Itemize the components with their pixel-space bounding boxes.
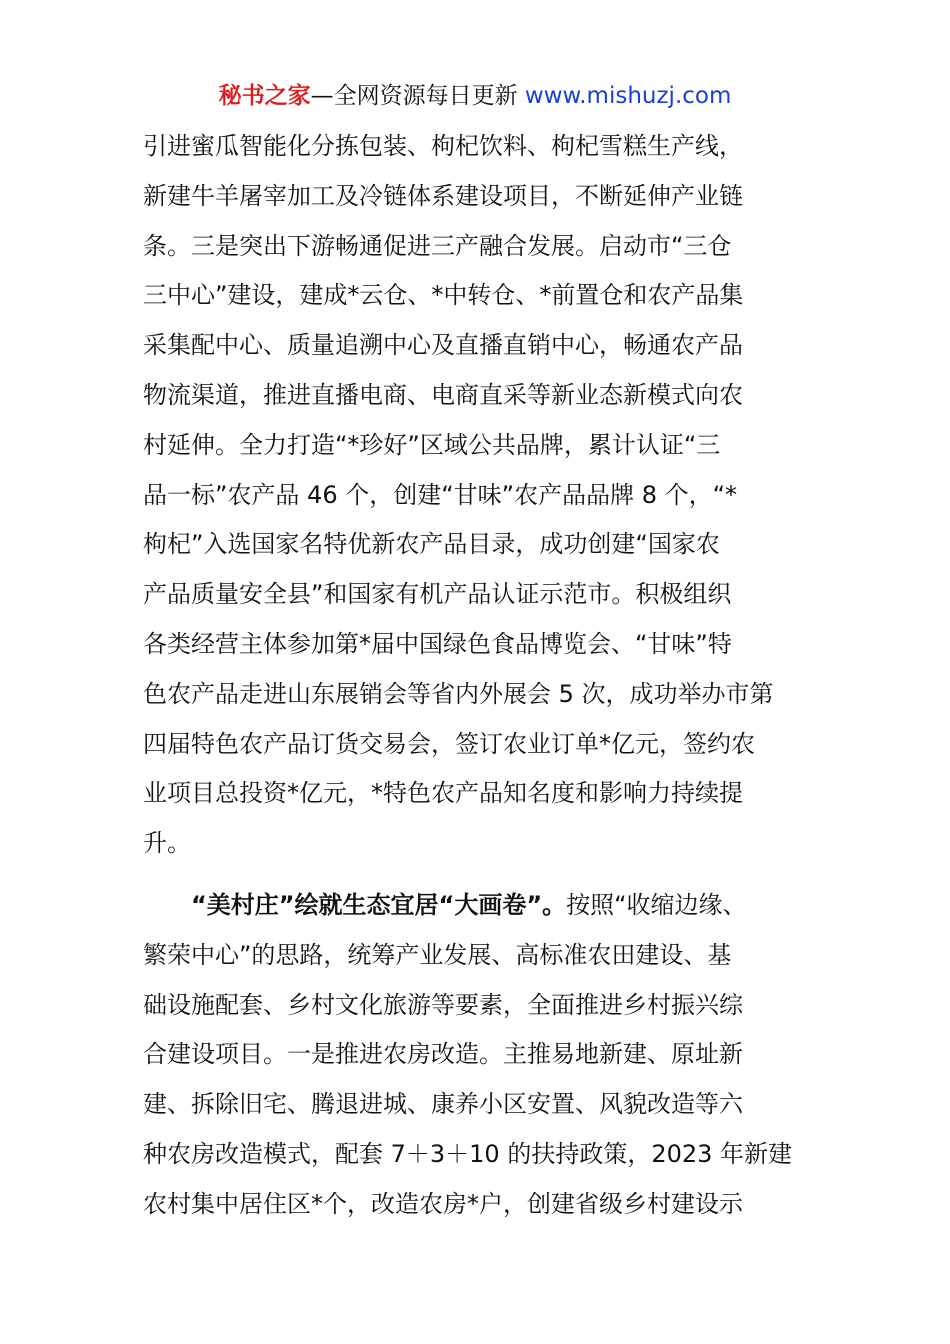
text-line: 新建牛羊屠宰加工及冷链体系建设项目，不断延伸产业链 (143, 181, 743, 210)
text-line: 础设施配套、乡村文化旅游等要素，全面推进乡村振兴综 (143, 990, 743, 1019)
text-line: 建、拆除旧宅、腾退进城、康养小区安置、风貌改造等六 (143, 1090, 743, 1119)
text-line: 采集配中心、质量追溯中心及直播直销中心，畅通农产品 (143, 331, 743, 360)
site-url-link[interactable]: www.mishuzj.com (524, 83, 732, 109)
text-line: 村延伸。全力打造“*珍好”区域公共品牌，累计认证“三 (143, 430, 721, 459)
paragraph-1 (143, 122, 811, 869)
text-line: 品一标”农产品 46 个，创建“甘味”农产品品牌 8 个，“* (143, 480, 738, 509)
text-line: 条。三是突出下游畅通促进三产融合发展。启动市“三仓 (143, 231, 732, 260)
paragraph-spacer (143, 869, 811, 881)
page-header (0, 80, 950, 112)
text-line: 引进蜜瓜智能化分拣包装、枸杞饮料、枸杞雪糕生产线， (143, 132, 743, 160)
paragraph-2 (143, 881, 811, 1230)
text-line: 三中心”建设，建成*云仓、*中转仓、*前置仓和农产品集 (143, 281, 744, 310)
text-line: 枸杞”入选国家名特优新农产品目录，成功创建“国家农 (143, 530, 720, 559)
text-line: 农村集中居住区*个，改造农房*户，创建省级乡村建设示 (143, 1189, 743, 1218)
paragraph-first-line (143, 881, 811, 931)
text-line: 物流渠道，推进直播电商、电商直采等新业态新模式向农 (143, 380, 743, 409)
text-line: 业项目总投资*亿元，*特色农产品知名度和影响力持续提 (143, 779, 743, 808)
document-body (143, 122, 811, 1230)
site-tagline: —全网资源每日更新 (310, 83, 525, 109)
text-line: 各类经营主体参加第*届中国绿色食品博览会、“甘味”特 (143, 629, 732, 658)
text-line: 种农房改造模式，配套 7＋3＋10 的扶持政策，2023 年新建 (143, 1139, 793, 1168)
site-brand: 秘书之家 (218, 83, 311, 109)
text-line: 繁荣中心”的思路，统筹产业发展、高标准农田建设、基 (143, 940, 732, 969)
text-line: 合建设项目。一是推进农房改造。主推易地新建、原址新 (143, 1040, 743, 1069)
text-line: 色农产品走进山东展销会等省内外展会 5 次，成功举办市第 (143, 679, 774, 708)
text-line: 产品质量安全县”和国家有机产品认证示范市。积极组织 (143, 580, 732, 609)
text-line: 四届特色农产品订货交易会，签订农业订单*亿元，签约农 (143, 729, 755, 758)
text-line: 升。 (143, 829, 191, 858)
text-run: 按照“收缩边缘、 (566, 890, 747, 919)
section-heading: “美村庄”绘就生态宜居“大画卷”。 (191, 890, 567, 919)
